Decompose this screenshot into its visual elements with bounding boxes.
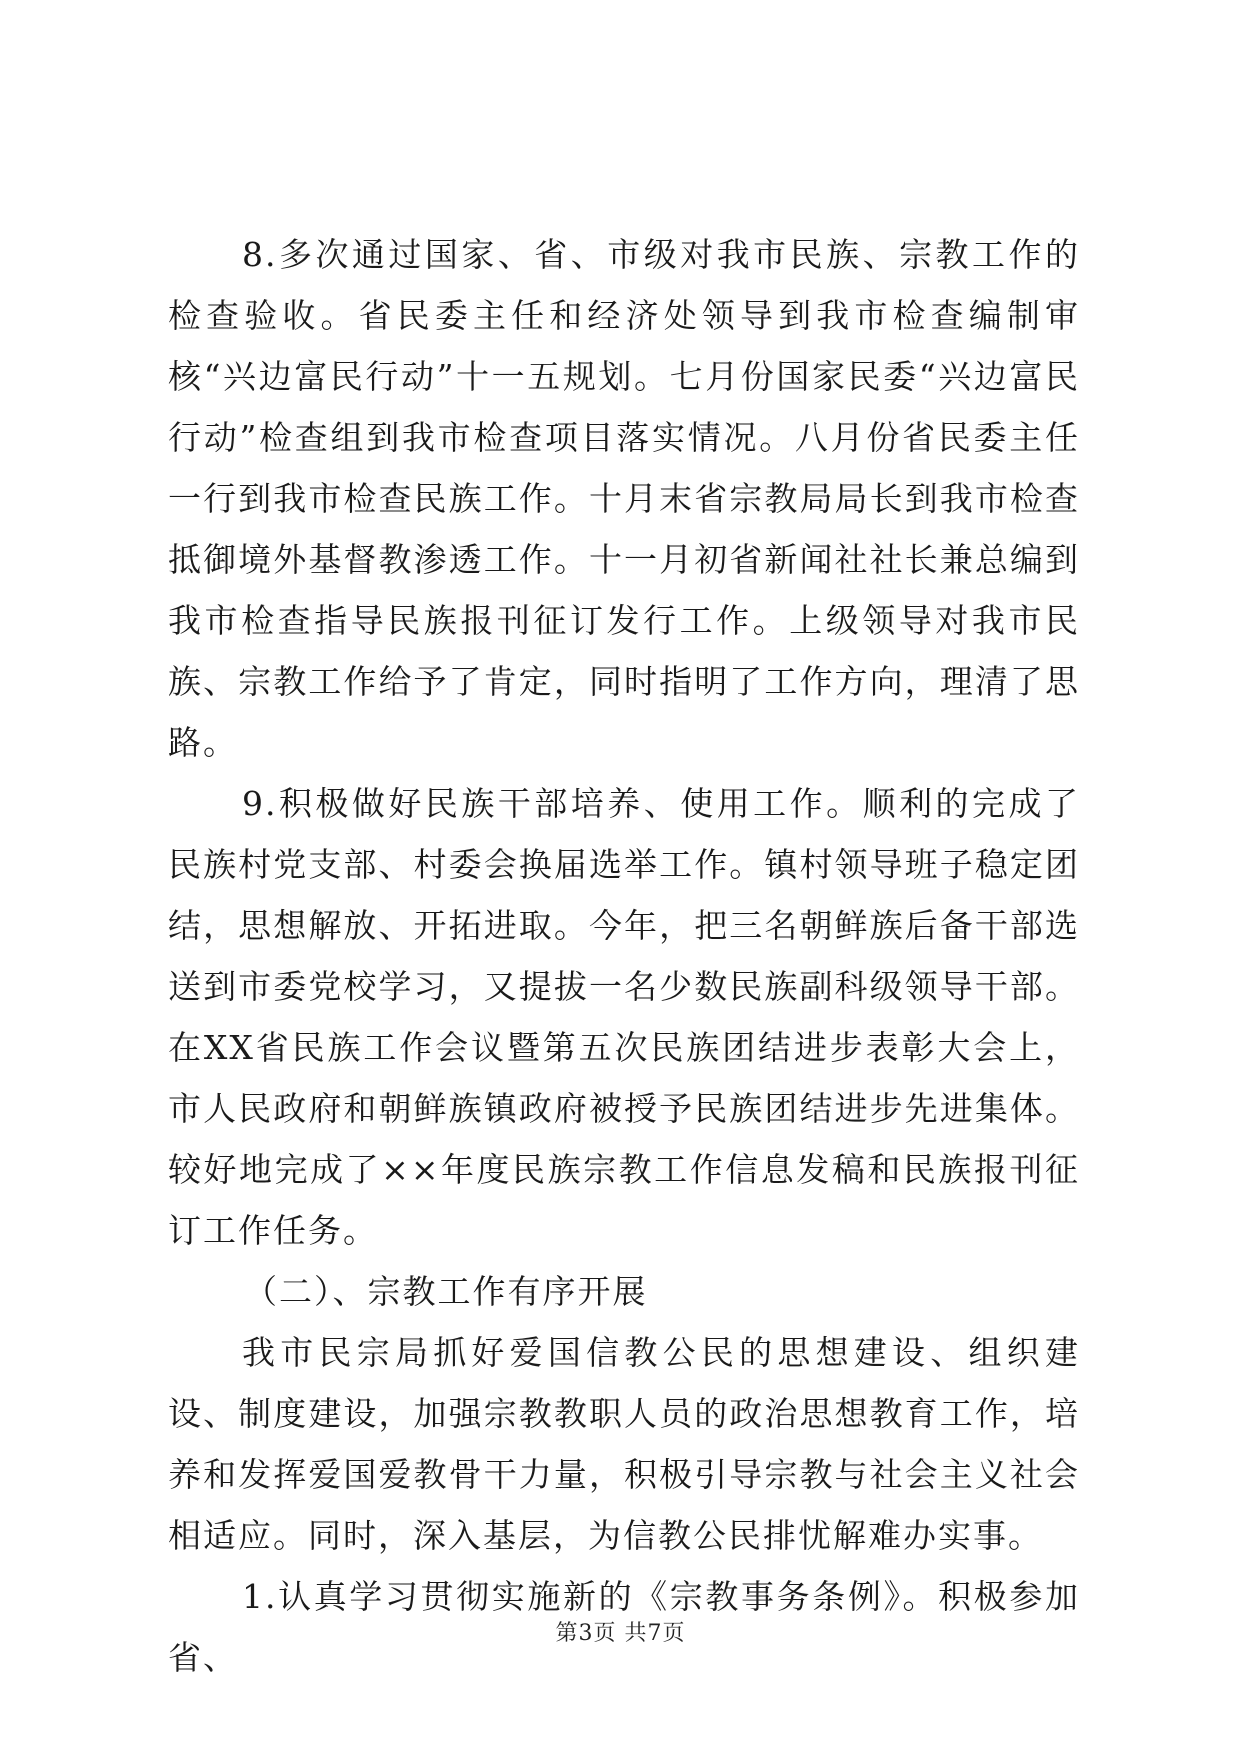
document-body xyxy=(168,224,1080,1688)
section-heading-religion: （二）、宗教工作有序开展 xyxy=(244,1272,648,1311)
page-footer: 第3页 共7页 xyxy=(555,1621,686,1646)
paragraph-cadre-training: 9.积极做好民族干部培养、使用工作。顺利的完成了民族村党支部、村委会换届选举工作。镇村领导班子稳定团结，思想解放、开拓进取。今年，把三名朝鲜族后备干部选送到市委党校学习，又提拔一名少数民族副科级领导干部。在XX省民族工作会议暨第五次民族团结进步表彰大会上，市人民政府和朝鲜族镇政府被授予民族团结进步先进集体。较好地完成了××年度民族宗教工作信息发稿和民族报刊征订工作任务。 xyxy=(168,784,1080,1250)
paragraph-inspection: 8.多次通过国家、省、市级对我市民族、宗教工作的检查验收。省民委主任和经济处领导到我市检查编制审核“兴边富民行动”十一五规划。七月份国家民委“兴边富民行动”检查组到我市检查项目落实情况。八月份省民委主任一行到我市检查民族工作。十月末省宗教局局长到我市检查抵御境外基督教渗透工作。十一月初省新闻社社长兼总编到我市检查指导民族报刊征订发行工作。上级领导对我市民族、宗教工作给予了肯定，同时指明了工作方向，理清了思路。 xyxy=(168,235,1080,762)
paragraph-religion-intro: 我市民宗局抓好爱国信教公民的思想建设、组织建设、制度建设，加强宗教教职人员的政治思想教育工作，培养和发挥爱国爱教骨干力量，积极引导宗教与社会主义社会相适应。同时，深入基层，为信教公民排忧解难办实事。 xyxy=(168,1333,1080,1555)
paragraph-regulations: 1.认真学习贯彻实施新的《宗教事务条例》。积极参加省、 xyxy=(168,1577,1080,1677)
